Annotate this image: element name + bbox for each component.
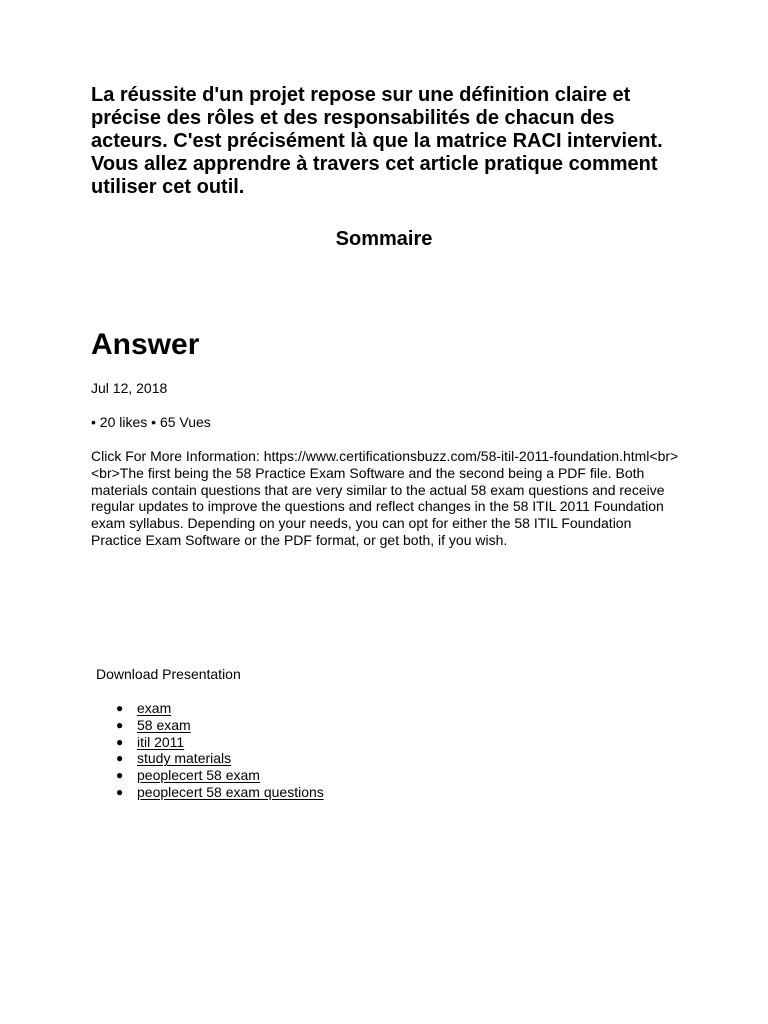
bullet-icon: ● [116,768,124,783]
list-item [91,767,324,784]
bullet-icon: ● [116,784,124,799]
tag-link-itil-2011[interactable]: itil 2011 [137,733,185,750]
publish-date: Jul 12, 2018 [91,380,168,396]
answer-body: Click For More Information: https://www.certificationsbuzz.com/58-itil-2011-foundation.html<br><br>The first being the 58 Practice Exam Software and the second being a PDF file. Both materials contain questions that are very similar to the actual 58 exam questions and receive regular updates to improve the questions and reflect changes in the 58 ITIL 2011 Foundation exam syllabus. Depending on your needs, you can opt for either the 58 ITIL Foundation Practice Exam Software or the PDF format, or get both, if you wish. [91,448,679,548]
tag-link-study-materials[interactable]: study materials [137,750,232,767]
list-item [91,717,324,734]
tag-link-exam[interactable]: exam [137,700,172,716]
bullet-icon: ● [116,751,124,766]
bullet-icon: ● [116,701,124,715]
sommaire-heading: Sommaire [335,228,433,250]
list-item [91,734,324,751]
tag-list [91,700,324,801]
document-page [91,84,681,800]
intro-paragraph: La réussite d'un projet repose sur une définition claire et précise des rôles et des responsabilités de chacun des acteurs. C'est précisément là que la matrice RACI intervient. Vous allez apprendre à travers cet article pratique comment utiliser cet outil. [91,84,663,198]
tag-link-peoplecert-58-exam-questions[interactable]: peoplecert 58 exam questions [137,783,324,800]
answer-title: Answer [91,328,200,361]
list-item [91,750,324,767]
download-presentation-label: Download Presentation [96,666,241,682]
bullet-icon: ● [116,717,124,732]
likes-views-stats: • 20 likes • 65 Vues [91,414,211,430]
bullet-icon: ● [116,734,124,749]
list-item [91,784,324,801]
tag-link-peoplecert-58-exam[interactable]: peoplecert 58 exam [137,767,260,784]
tag-link-58-exam[interactable]: 58 exam [137,716,191,733]
list-item [91,700,324,717]
